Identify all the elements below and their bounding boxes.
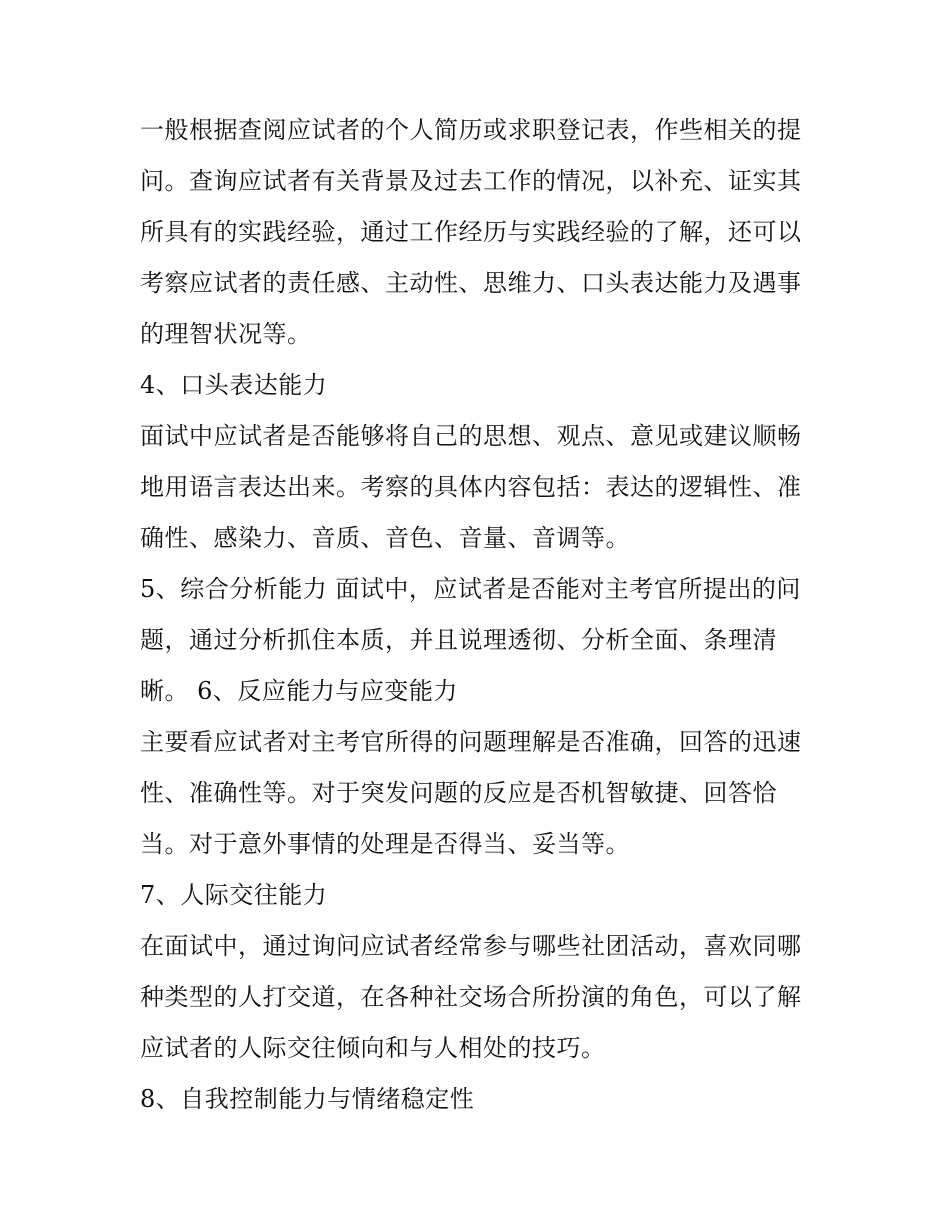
section-heading-6: 晰。 6、反应能力与应变能力 [140, 677, 458, 705]
text-line: 地用语言表达出来。考察的具体内容包括：表达的逻辑性、准 [140, 473, 802, 501]
section-heading-4: 4、口头表达能力 [140, 371, 328, 399]
text-line: 在面试中，通过询问应试者经常参与哪些社团活动，喜欢同哪 [140, 932, 802, 960]
text-line: 应试者的人际交往倾向和与人相处的技巧。 [140, 1034, 606, 1062]
text-line: 所具有的实践经验，通过工作经历与实践经验的了解，还可以 [140, 218, 802, 246]
text-line: 确性、感染力、音质、音色、音量、音调等。 [140, 524, 630, 552]
text-line: 题，通过分析抓住本质，并且说理透彻、分析全面、条理清 [140, 626, 777, 654]
text-line: 性、准确性等。对于突发问题的反应是否机智敏捷、回答恰 [140, 779, 777, 807]
text-line: 面试中应试者是否能够将自己的思想、观点、意见或建议顺畅 [140, 422, 802, 450]
text-line: 当。对于意外事情的处理是否得当、妥当等。 [140, 830, 630, 858]
text-line: 一般根据查阅应试者的个人简历或求职登记表，作些相关的提 [140, 116, 802, 144]
section-heading-5: 5、综合分析能力 面试中，应试者是否能对主考官所提出的问 [140, 575, 801, 603]
text-line: 种类型的人打交道，在各种社交场合所扮演的角色，可以了解 [140, 983, 802, 1011]
text-line: 的理智状况等。 [140, 320, 312, 348]
text-line: 考察应试者的责任感、主动性、思维力、口头表达能力及遇事 [140, 269, 802, 297]
text-line: 主要看应试者对主考官所得的问题理解是否准确，回答的迅速 [140, 728, 802, 756]
document-body [140, 105, 812, 1125]
section-heading-8: 8、自我控制能力与情绪稳定性 [140, 1085, 475, 1113]
section-heading-7: 7、人际交往能力 [140, 881, 328, 909]
text-line: 问。查询应试者有关背景及过去工作的情况，以补充、证实其 [140, 167, 802, 195]
